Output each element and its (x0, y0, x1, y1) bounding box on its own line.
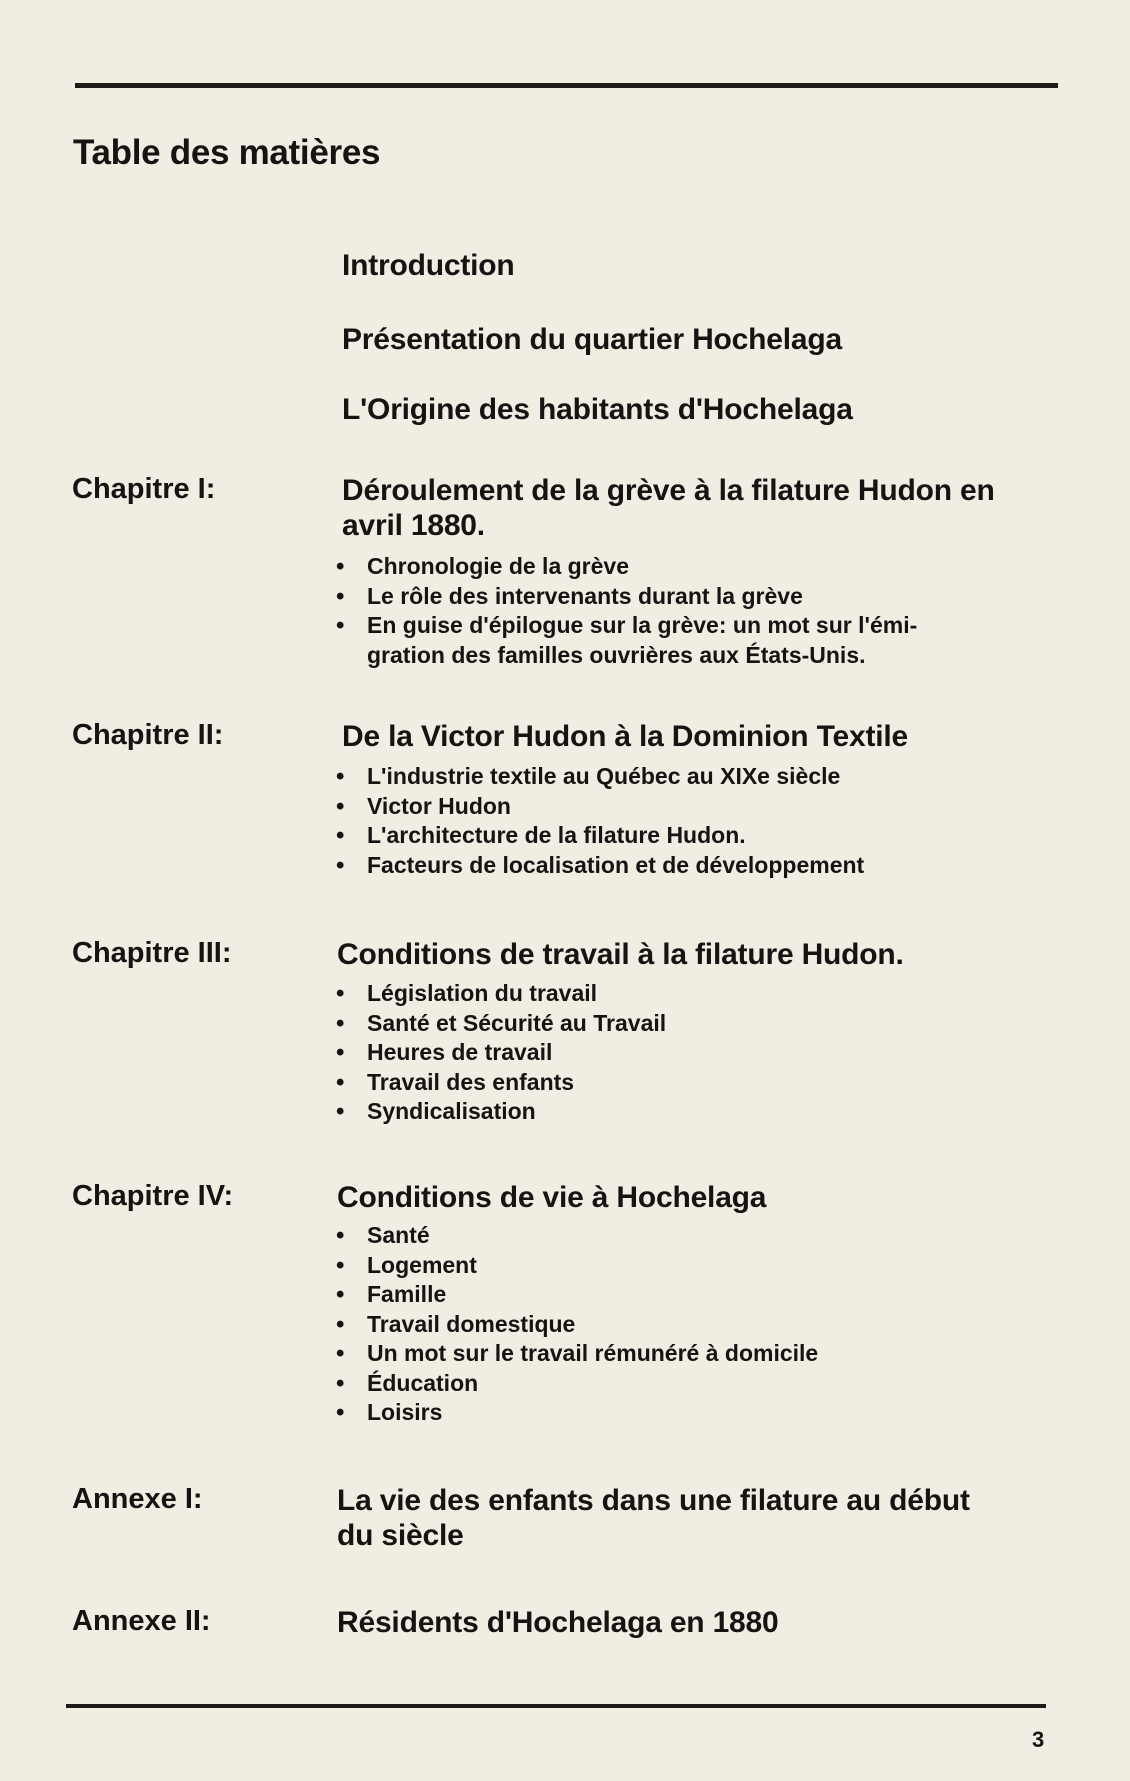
annex-title-line: du siècle (337, 1519, 464, 1552)
list-item: • Un mot sur le travail rémunéré à domicile (336, 1339, 1066, 1369)
list-item: • L'architecture de la filature Hudon. (336, 821, 1066, 851)
toc-heading-origine: L'Origine des habitants d'Hochelaga (342, 393, 853, 426)
chapter-item-list (336, 1221, 1066, 1428)
list-item: • Travail des enfants (336, 1068, 1066, 1098)
toc-heading-introduction: Introduction (342, 249, 515, 282)
chapter-label: Chapitre IV: (72, 1180, 234, 1212)
annex-label: Annexe II: (72, 1605, 211, 1637)
chapter-item-list (336, 552, 1066, 670)
list-item: • Syndicalisation (336, 1097, 1066, 1127)
list-item: • Logement (336, 1251, 1066, 1281)
top-rule (75, 83, 1058, 88)
annex-label: Annexe I: (72, 1483, 203, 1515)
list-item: • Heures de travail (336, 1038, 1066, 1068)
chapter-title: De la Victor Hudon à la Dominion Textile (342, 720, 908, 753)
chapter-item-list (336, 762, 1066, 880)
list-item: • Victor Hudon (336, 792, 1066, 822)
annex-title (337, 1483, 1057, 1553)
page-title: Table des matières (73, 133, 381, 172)
toc-heading-presentation: Présentation du quartier Hochelaga (342, 323, 842, 356)
list-item: • En guise d'épilogue sur la grève: un mot sur l'émi- (336, 611, 1066, 641)
list-item: • Facteurs de localisation et de développement (336, 851, 1066, 881)
chapter-title: Conditions de travail à la filature Hudon. (337, 938, 904, 971)
chapter-title-line: avril 1880. (342, 509, 485, 542)
list-item: • Loisirs (336, 1398, 1066, 1428)
list-item: • Le rôle des intervenants durant la grève (336, 582, 1066, 612)
list-item: • Travail domestique (336, 1310, 1066, 1340)
chapter-title (342, 473, 1062, 543)
bottom-rule (66, 1704, 1046, 1708)
list-item: • L'industrie textile au Québec au XIXe siècle (336, 762, 1066, 792)
page-number: 3 (1032, 1727, 1045, 1752)
chapter-label: Chapitre I: (72, 473, 216, 505)
list-item: • Législation du travail (336, 979, 1066, 1009)
list-item-continuation: gration des familles ouvrières aux États-Unis. (367, 641, 866, 668)
annex-title-line: La vie des enfants dans une filature au début (337, 1484, 970, 1517)
chapter-title-line: Déroulement de la grève à la filature Hudon en (342, 474, 995, 507)
list-item: • Éducation (336, 1369, 1066, 1399)
list-item: • Chronologie de la grève (336, 552, 1066, 582)
list-item: • Famille (336, 1280, 1066, 1310)
list-item: • Santé et Sécurité au Travail (336, 1009, 1066, 1039)
chapter-label: Chapitre II: (72, 719, 224, 751)
chapter-label: Chapitre III: (72, 937, 232, 969)
chapter-item-list (336, 979, 1066, 1127)
annex-title: Résidents d'Hochelaga en 1880 (337, 1606, 779, 1639)
chapter-title: Conditions de vie à Hochelaga (337, 1181, 767, 1214)
list-item: • Santé (336, 1221, 1066, 1251)
